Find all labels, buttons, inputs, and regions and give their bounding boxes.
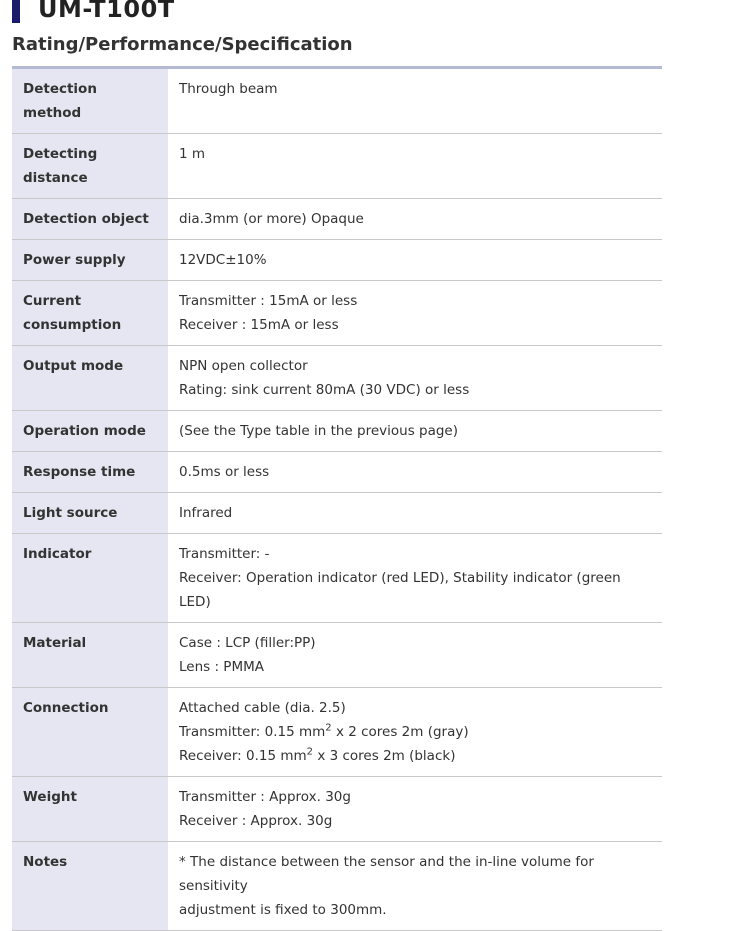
heading-accent-bar [12, 0, 20, 23]
spec-label: Detection method [12, 68, 168, 134]
spec-value-line: * The distance between the sensor and the in-line volume for sensitivity [179, 854, 594, 894]
spec-label: Power supply [12, 240, 168, 281]
spec-label: Connection [12, 688, 168, 777]
cable-receiver-text: Receiver: 0.15 mm [179, 748, 307, 764]
spec-value-line: Transmitter : Approx. 30g [179, 789, 351, 805]
spec-label-line: Detecting [23, 146, 98, 162]
spec-label: Notes [12, 842, 168, 931]
spec-label-line: Current [23, 293, 82, 309]
spec-row-light-source [12, 493, 662, 534]
spec-value-line: Transmitter: - [179, 546, 270, 562]
spec-value: 0.5ms or less [168, 452, 662, 493]
spec-row-indicator [12, 534, 662, 623]
spec-value-line: Lens : PMMA [179, 659, 264, 675]
spec-value-line: Attached cable (dia. 2.5) [179, 700, 346, 716]
spec-value [168, 534, 662, 623]
spec-value: 12VDC±10% [168, 240, 662, 281]
spec-row-material [12, 623, 662, 688]
spec-value [168, 688, 662, 777]
spec-value-line [179, 744, 652, 768]
spec-label-line: distance [23, 170, 88, 186]
spec-value-line: Receiver : Approx. 30g [179, 813, 333, 829]
spec-value-line: Transmitter : 15mA or less [179, 293, 358, 309]
spec-row-current-consumption [12, 281, 662, 346]
superscript: 2 [306, 746, 314, 758]
spec-value [168, 281, 662, 346]
spec-label: Light source [12, 493, 168, 534]
section-title: Rating/Performance/Specification [12, 34, 353, 55]
spec-label: Operation mode [12, 411, 168, 452]
spec-value-line: Receiver : 15mA or less [179, 317, 339, 333]
spec-table [12, 66, 662, 931]
model-title: UM-T100T [38, 0, 175, 23]
spec-row-power-supply [12, 240, 662, 281]
spec-value [168, 623, 662, 688]
spec-row-output-mode [12, 346, 662, 411]
spec-value [168, 777, 662, 842]
cable-transmitter-cores: x 2 cores 2m (gray) [331, 724, 469, 740]
spec-row-detection-object [12, 199, 662, 240]
spec-label: Output mode [12, 346, 168, 411]
spec-label: Detection object [12, 199, 168, 240]
spec-row-operation-mode [12, 411, 662, 452]
spec-row-response-time [12, 452, 662, 493]
spec-row-weight [12, 777, 662, 842]
spec-label: Response time [12, 452, 168, 493]
spec-row-detection-method [12, 68, 662, 134]
spec-label: Indicator [12, 534, 168, 623]
spec-value: dia.3mm (or more) Opaque [168, 199, 662, 240]
spec-label: Material [12, 623, 168, 688]
spec-value-line: Case : LCP (filler:PP) [179, 635, 316, 651]
cable-receiver-cores: x 3 cores 2m (black) [313, 748, 456, 764]
spec-value-line: Receiver: Operation indicator (red LED), Stability indicator (green LED) [179, 570, 621, 610]
spec-label-line: consumption [23, 317, 122, 333]
spec-value-line: adjustment is fixed to 300mm. [179, 902, 387, 918]
spec-value-line [179, 720, 652, 744]
spec-value [168, 346, 662, 411]
spec-value: Through beam [168, 68, 662, 134]
cable-transmitter-text: Transmitter: 0.15 mm [179, 724, 326, 740]
spec-label: Weight [12, 777, 168, 842]
superscript: 2 [325, 722, 332, 734]
spec-label [12, 281, 168, 346]
spec-value-line: NPN open collector [179, 358, 308, 374]
spec-value-line: Rating: sink current 80mA (30 VDC) or less [179, 382, 470, 398]
spec-row-detecting-distance [12, 134, 662, 199]
spec-value: 1 m [168, 134, 662, 199]
spec-row-connection [12, 688, 662, 777]
spec-value: Infrared [168, 493, 662, 534]
model-heading [12, 0, 175, 24]
spec-value: (See the Type table in the previous page) [168, 411, 662, 452]
spec-label [12, 134, 168, 199]
